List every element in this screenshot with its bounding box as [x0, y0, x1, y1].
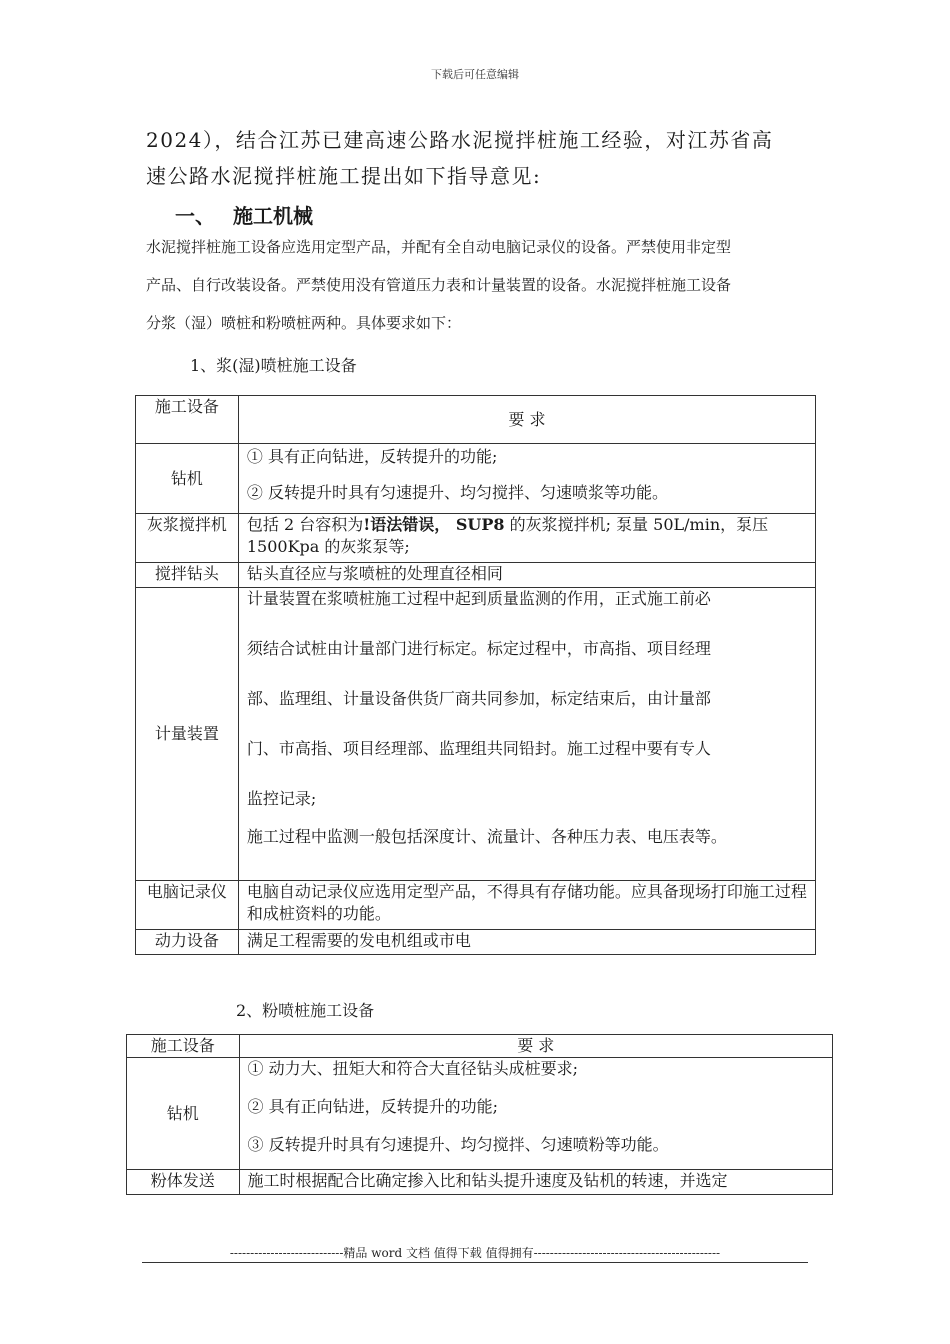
requirement-line: ② 具有正向钻进，反转提升的功能; [247, 1097, 498, 1116]
section-title: 施工机械 [233, 204, 313, 228]
requirement-line: 门、市高指、项目经理部、监理组共同铅封。施工过程中要有专人 [246, 739, 711, 758]
section-number: 一、 [175, 204, 215, 228]
powder-spray-equipment-table [126, 1034, 833, 1195]
requirement-line: 计量装置在浆喷桩施工过程中起到质量监测的作用，正式施工前必 [246, 589, 711, 608]
requirement-cell [238, 514, 815, 563]
requirement-line: ③ 反转提升时具有匀速提升、均匀搅拌、匀速喷粉等功能。 [247, 1135, 669, 1154]
header-requirement: 要 求 [238, 396, 815, 444]
equipment-cell: 钻机 [136, 444, 239, 514]
requirement-line: 施工过程中监测一般包括深度计、流量计、各种压力表、电压表等。 [246, 827, 727, 846]
table-row [127, 1058, 833, 1170]
header-note: 下载后可任意编辑 [431, 68, 519, 81]
requirement-cell: 满足工程需要的发电机组或市电 [238, 930, 815, 955]
table-header-row [127, 1035, 833, 1058]
section-heading [175, 200, 313, 229]
wet-spray-equipment-table [135, 395, 816, 955]
table2-title: 2、粉喷桩施工设备 [236, 1001, 375, 1020]
section-paragraph-line-3: 分浆（湿）喷桩和粉喷桩两种。具体要求如下： [146, 314, 462, 332]
equipment-cell: 灰浆搅拌机 [136, 514, 239, 563]
requirement-cell: 钻头直径应与浆喷桩的处理直径相同 [238, 563, 815, 588]
requirement-line: ① 具有正向钻进，反转提升的功能; [246, 447, 498, 466]
footer-text: ----------------------------精品 word 文档 值得下载 值得拥有---------------------------------------------- [229, 1246, 721, 1260]
equipment-cell: 搅拌钻头 [136, 563, 239, 588]
table-row [136, 563, 816, 588]
equipment-cell: 计量装置 [136, 588, 239, 881]
footer-divider [142, 1262, 808, 1263]
equipment-cell: 钻机 [127, 1058, 240, 1170]
table1-title: 1、浆(湿)喷桩施工设备 [190, 356, 357, 375]
requirement-cell [238, 588, 815, 881]
table-row [136, 444, 816, 514]
requirement-text: 的灰浆搅拌机; 泵量 50L/min，泵压 1500Kpa 的灰浆泵等; [246, 515, 769, 556]
table-row [136, 881, 816, 930]
requirement-text: 包括 2 台容积为 [246, 515, 364, 534]
section-paragraph-line-1: 水泥搅拌桩施工设备应选用定型产品，并配有全自动电脑记录仪的设备。严禁使用非定型 [146, 238, 732, 256]
table-row [136, 588, 816, 881]
requirement-line: 监控记录; [246, 789, 317, 808]
intro-line-1: 2024），结合江苏已建高速公路水泥搅拌桩施工经验，对江苏省高 [146, 128, 774, 152]
header-requirement: 要 求 [239, 1035, 832, 1058]
requirement-line: ② 反转提升时具有匀速提升、均匀搅拌、匀速喷浆等功能。 [246, 483, 668, 502]
section-paragraph-line-2: 产品、自行改装设备。严禁使用没有管道压力表和计量装置的设备。水泥搅拌桩施工设备 [146, 276, 732, 294]
error-field-text: !语法错误， SUP8 [363, 515, 505, 534]
table-row [136, 930, 816, 955]
header-equipment: 施工设备 [127, 1035, 240, 1058]
table-row [136, 514, 816, 563]
table-row [127, 1170, 833, 1195]
table-header-row [136, 396, 816, 444]
requirement-line: 部、监理组、计量设备供货厂商共同参加，标定结束后，由计量部 [246, 689, 711, 708]
requirement-cell [239, 1058, 832, 1170]
requirement-cell: 施工时根据配合比确定掺入比和钻头提升速度及钻机的转速，并选定 [239, 1170, 832, 1195]
header-equipment: 施工设备 [136, 396, 239, 444]
requirement-cell: 电脑自动记录仪应选用定型产品，不得具有存储功能。应具备现场打印施工过程和成桩资料的功能。 [238, 881, 815, 930]
requirement-cell [238, 444, 815, 514]
equipment-cell: 动力设备 [136, 930, 239, 955]
requirement-line: ① 动力大、扭矩大和符合大直径钻头成桩要求; [247, 1059, 578, 1078]
intro-line-2: 速公路水泥搅拌桩施工提出如下指导意见: [146, 164, 542, 188]
equipment-cell: 电脑记录仪 [136, 881, 239, 930]
equipment-cell: 粉体发送 [127, 1170, 240, 1195]
requirement-line: 须结合试桩由计量部门进行标定。标定过程中，市高指、项目经理 [246, 639, 711, 658]
